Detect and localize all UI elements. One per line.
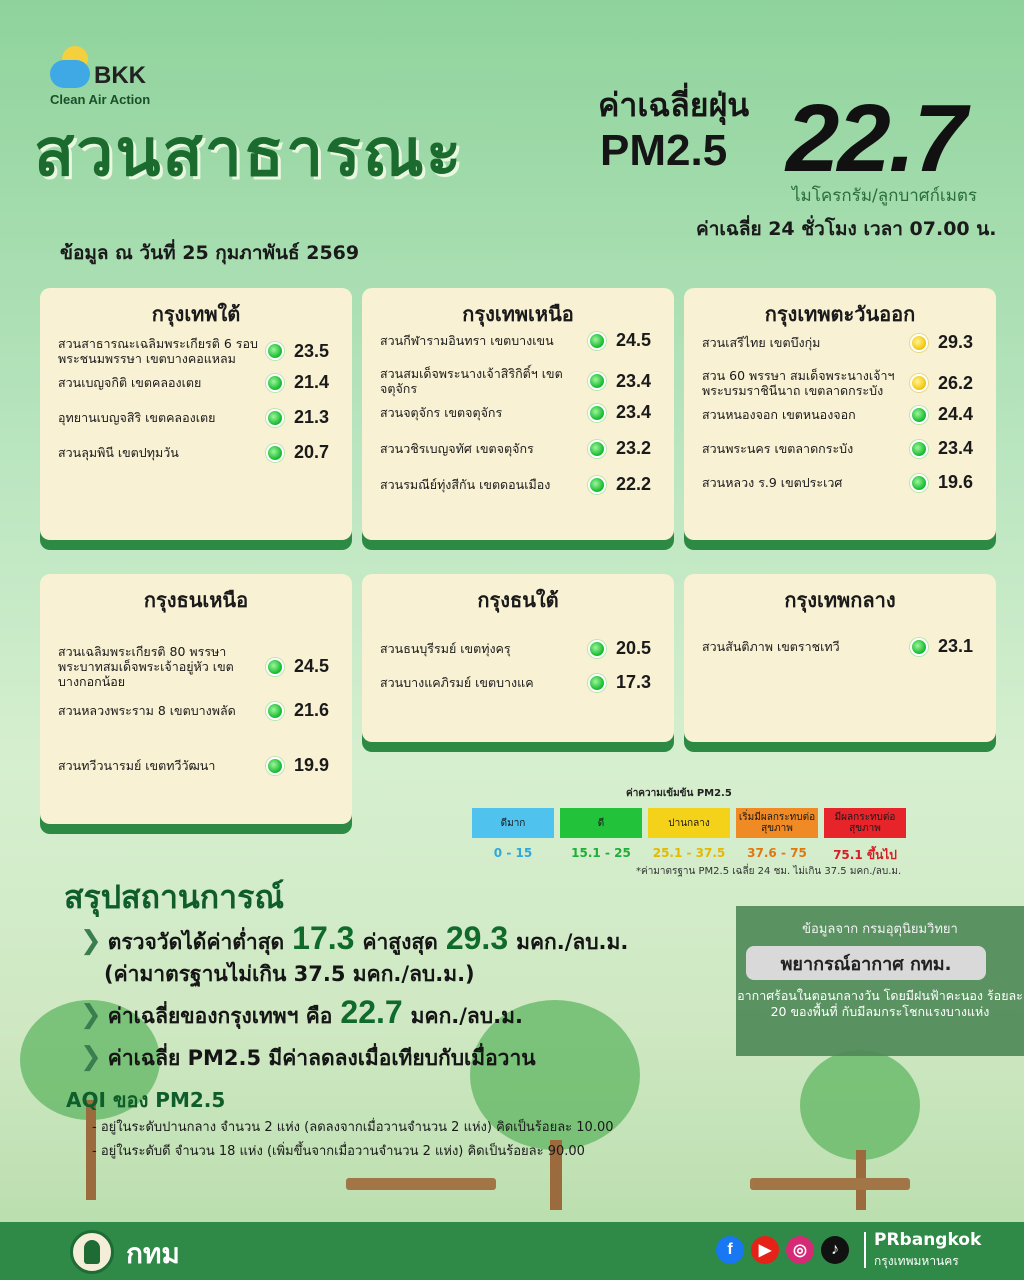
status-dot-icon (588, 674, 606, 692)
status-dot-icon (588, 640, 606, 658)
zone-title: กรุงเทพเหนือ (462, 302, 574, 326)
summary-text: มคก./ลบ.ม. (410, 1004, 523, 1028)
summary-text: ค่าเฉลี่ย PM2.5 มีค่าลดลงเมื่อเทียบกับเมื่อวาน (107, 1046, 536, 1070)
park-row (702, 332, 984, 353)
park-name: สวนเฉลิมพระเกียรติ 80 พรรษา พระบาทสมเด็จพระเจ้าอยู่หัว เขตบางกอกน้อย (58, 644, 234, 689)
status-dot-icon (266, 702, 284, 720)
status-dot-icon (910, 334, 928, 352)
park-name: สวนหลวง ร.9 เขตประเวศ (702, 475, 843, 490)
status-dot-icon (910, 638, 928, 656)
park-name: สวนกีฬารามอินทรา เขตบางเขน (380, 333, 554, 348)
summary-text: ตรวจวัดได้ค่าต่ำสุด (107, 930, 285, 954)
park-value: 19.6 (938, 472, 974, 492)
average-value: 22.7 (786, 85, 965, 192)
park-row (380, 474, 662, 495)
park-value: 20.5 (616, 638, 652, 658)
legend-range: 37.6 - 75 (747, 846, 807, 860)
park-row (702, 404, 984, 425)
park-value: 23.5 (294, 340, 330, 361)
status-dot-icon (588, 476, 606, 494)
legend-level-box: ดี (560, 808, 642, 838)
park-name: สวนทวีวนารมย์ เขตทวีวัฒนา (58, 758, 216, 773)
status-dot-icon (910, 440, 928, 458)
summary-avg: 22.7 (340, 994, 403, 1030)
park-value: 23.4 (616, 370, 652, 391)
zone-title: กรุงธนเหนือ (143, 588, 249, 612)
summary-title: สรุปสถานการณ์ (64, 878, 284, 916)
pr-name: PRbangkok (874, 1230, 982, 1250)
chevron-right-icon: ❯ (80, 1000, 102, 1030)
legend-range: 0 - 15 (493, 846, 533, 860)
summary-text: (ค่ามาตรฐานไม่เกิน 37.5 มคก./ลบ.ม.) (104, 962, 475, 986)
emblem-figure (84, 1240, 100, 1264)
status-dot-icon (588, 440, 606, 458)
status-dot-icon (910, 474, 928, 492)
bench-decoration (346, 1178, 496, 1190)
park-value: 23.1 (938, 636, 974, 656)
zone-title: กรุงธนใต้ (477, 588, 559, 612)
park-name: สวนหนองจอก เขตหนองจอก (702, 407, 856, 422)
zone-title: กรุงเทพกลาง (784, 588, 896, 612)
park-value: 23.4 (938, 438, 974, 458)
zone-card (40, 288, 352, 540)
park-row (58, 700, 340, 721)
summary-line-1 (80, 920, 628, 959)
logo-text: BKK (94, 62, 146, 89)
park-name: สวนสันติภาพ เขตราชเทวี (702, 639, 840, 654)
zone-title: กรุงเทพใต้ (151, 302, 241, 326)
cloud-icon (50, 60, 90, 88)
park-row (58, 336, 340, 366)
status-dot-icon (910, 406, 928, 424)
park-value: 24.4 (938, 404, 974, 424)
park-value: 24.5 (616, 330, 652, 350)
tree-decoration (800, 1050, 920, 1160)
park-row (380, 672, 662, 693)
legend-range: 75.1 ขึ้นไป (833, 848, 897, 862)
park-value: 21.3 (294, 407, 330, 427)
pm-label: PM2.5 (600, 126, 728, 175)
park-name: สวนธนบุรีรมย์ เขตทุ่งครุ (380, 641, 511, 656)
park-name: สวนลุมพินี เขตปทุมวัน (58, 445, 179, 460)
park-value: 24.5 (294, 656, 330, 676)
zone-card (684, 288, 996, 540)
park-value: 23.2 (616, 438, 652, 458)
summary-text: ค่าเฉลี่ยของกรุงเทพฯ คือ (107, 1004, 333, 1028)
status-dot-icon (266, 342, 284, 360)
summary-line-3 (80, 1042, 536, 1075)
weather-forecast-button[interactable]: พยากรณ์อากาศ กทม. (746, 946, 986, 980)
park-name: สวนเบญจกิติ เขตคลองเตย (58, 375, 202, 390)
legend-range: 15.1 - 25 (571, 846, 631, 860)
park-row (58, 755, 340, 776)
summary-line-1-sub (104, 958, 475, 991)
status-dot-icon (266, 374, 284, 392)
zone-card (362, 288, 674, 540)
park-value: 19.9 (294, 755, 330, 775)
park-value: 23.4 (616, 402, 652, 422)
footer-org-name: กทม (126, 1237, 180, 1270)
chevron-right-icon: ❯ (80, 1042, 102, 1072)
park-name: สวน 60 พรรษา สมเด็จพระนางเจ้าฯ พระบรมราชินีนาถ เขตลาดกระบัง (702, 368, 895, 398)
status-dot-icon (266, 757, 284, 775)
zone-card (362, 574, 674, 742)
park-name: อุทยานเบญจสิริ เขตคลองเตย (58, 410, 216, 425)
summary-text: ค่าสูงสุด (362, 930, 438, 954)
summary-text: มคก./ลบ.ม. (516, 930, 629, 954)
weather-text: อากาศร้อนในตอนกลางวัน โดยมีฝนฟ้าคะนอง ร้อยละ 20 ของพื้นที่ กับมีลมกระโชกแรงบางแห่ง (737, 988, 1023, 1019)
legend-level-box: มีผลกระทบต่อสุขภาพ (824, 808, 906, 838)
footer-divider (864, 1232, 866, 1268)
park-row (380, 366, 662, 396)
aqi-line-1: - อยู่ในระดับปานกลาง จำนวน 2 แห่ง (ลดลงจากเมื่อวานจำนวน 2 แห่ง) คิดเป็นร้อยละ 10.00 (92, 1120, 614, 1135)
park-name: สวนรมณีย์ทุ่งสีกัน เขตดอนเมือง (380, 477, 551, 492)
legend-level-box: ปานกลาง (648, 808, 730, 838)
park-value: 21.6 (294, 700, 330, 720)
park-row (58, 407, 340, 428)
legend-level-box: เริ่มมีผลกระทบต่อสุขภาพ (736, 808, 818, 838)
status-dot-icon (588, 332, 606, 350)
park-name: สวนเสรีไทย เขตบึงกุ่ม (702, 335, 821, 350)
page-title: สวนสาธารณะ (34, 114, 464, 191)
aqi-title: AQI ของ PM2.5 (66, 1088, 226, 1112)
legend-note: *ค่ามาตรฐาน PM2.5 เฉลี่ย 24 ชม. ไม่เกิน 37.5 มคก./ลบ.ม. (636, 866, 902, 877)
status-dot-icon (266, 444, 284, 462)
park-name: สวนสมเด็จพระนางเจ้าสิริกิติ์ฯ เขตจตุจักร (380, 366, 563, 396)
park-row (58, 442, 340, 463)
weather-source: ข้อมูลจาก กรมอุตุนิยมวิทยา (802, 922, 958, 937)
park-row (58, 372, 340, 393)
chevron-right-icon: ❯ (80, 926, 102, 956)
status-dot-icon (266, 658, 284, 676)
status-dot-icon (910, 374, 928, 392)
park-row (380, 438, 662, 459)
park-name: สวนพระนคร เขตลาดกระบัง (702, 441, 854, 456)
park-row (702, 368, 984, 398)
unit-label: ไมโครกรัม/ลูกบาศก์เมตร (792, 186, 978, 206)
summary-min: 17.3 (292, 920, 355, 956)
park-value: 21.4 (294, 372, 330, 392)
legend-title: ค่าความเข้มข้น PM2.5 (626, 788, 732, 799)
status-dot-icon (266, 409, 284, 427)
aqi-line-2: - อยู่ในระดับดี จำนวน 18 แห่ง (เพิ่มขึ้นจากเมื่อวานจำนวน 2 แห่ง) คิดเป็นร้อยละ 90.00 (92, 1144, 585, 1159)
bench-decoration (750, 1178, 910, 1190)
average-label: ค่าเฉลี่ยฝุ่น (598, 86, 750, 124)
park-row (702, 472, 984, 493)
legend-range: 25.1 - 37.5 (652, 846, 726, 860)
facebook-icon[interactable]: f (716, 1236, 744, 1264)
status-dot-icon (588, 372, 606, 390)
instagram-icon[interactable]: ◎ (786, 1236, 814, 1264)
park-value: 17.3 (616, 672, 652, 692)
legend-level-box: ดีมาก (472, 808, 554, 838)
park-row (702, 636, 984, 657)
zone-card (684, 574, 996, 742)
logo-subtitle: Clean Air Action (50, 92, 151, 107)
park-value: 29.3 (938, 332, 974, 352)
park-value: 20.7 (294, 442, 330, 462)
park-row (702, 438, 984, 459)
zone-card (40, 574, 352, 824)
park-name: สวนบางแคภิรมย์ เขตบางแค (380, 675, 534, 690)
zone-title: กรุงเทพตะวันออก (764, 302, 916, 326)
park-name: สวนจตุจักร เขตจตุจักร (380, 405, 503, 420)
park-row (380, 330, 662, 351)
park-row (58, 644, 340, 689)
date-line: ข้อมูล ณ วันที่ 25 กุมภาพันธ์ 2569 (60, 242, 360, 264)
summary-line-2 (80, 994, 523, 1033)
park-name: สวนหลวงพระราม 8 เขตบางพลัด (58, 703, 236, 718)
park-value: 22.2 (616, 474, 652, 494)
pr-subtitle: กรุงเทพมหานคร (874, 1254, 959, 1268)
park-name: สวนสาธารณะเฉลิมพระเกียรติ 6 รอบ พระชนมพรรษา เขตบางคอแหลม (58, 336, 258, 366)
status-dot-icon (588, 404, 606, 422)
park-name: สวนวชิรเบญจทัศ เขตจตุจักร (380, 441, 534, 456)
park-row (380, 402, 662, 423)
time-note: ค่าเฉลี่ย 24 ชั่วโมง เวลา 07.00 น. (696, 218, 997, 240)
park-value: 26.2 (938, 372, 974, 393)
tiktok-icon[interactable]: ♪ (821, 1236, 849, 1264)
park-row (380, 638, 662, 659)
youtube-icon[interactable]: ▶ (751, 1236, 779, 1264)
summary-max: 29.3 (445, 920, 509, 956)
